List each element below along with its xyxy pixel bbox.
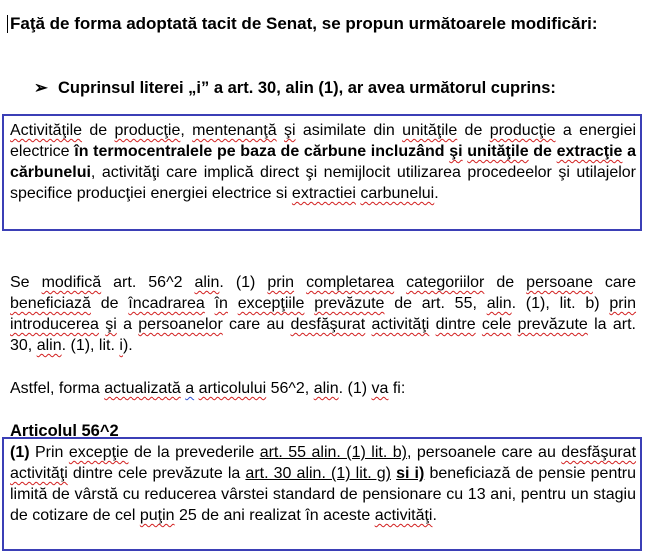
- bullet-text: Cuprinsul literei „i” a art. 30, alin (1), ar avea următorul cuprins:: [58, 79, 556, 97]
- amendment-heading: [10, 13, 634, 34]
- arrow-bullet-icon: ➢: [34, 79, 48, 97]
- proposed-text-paragraph: Activităţile de producţie, mentenanţă şi asimilate din unităţile de producţie a energiei electrice în termocentralele pe baza de cărbune incluzând şi unităţile de extracţie a cărbunelui, activităţi care implică direct şi nemijlocit utilizarea procedeelor şi utilajelor specifice producţiei energiei electrice si extractiei carbunelui.: [10, 122, 637, 202]
- heading-text: Faţă de forma adoptată tacit de Senat, se propun următoarele modificări:: [10, 14, 598, 33]
- modification-paragraph: Se modifică art. 56^2 alin. (1) prin completarea categoriilor de persoane care beneficiază de încadrarea în excepţiile prevăzute de art. 55, alin. (1), lit. b) prin introducerea şi a persoanelor care au desfăşurat activităţi dintre cele prevăzute la art. 30, alin. (1), lit. i).: [10, 274, 637, 354]
- text-cursor: [7, 15, 8, 33]
- bullet-item: [34, 78, 556, 99]
- article-paragraph: (1) Prin excepţie de la prevederile art. 55 alin. (1) lit. b), persoanele care au desfăşurat activităţi dintre cele prevăzute la art. 30 alin. (1) lit. g) si i) beneficiază de pensie pentru limită de vârstă cu reducerea vârstei standard de pensionare cu 13 ani, pentru un stagiu de cotizare de cel puţin 25 de ani realizat în aceste activităţi.: [10, 444, 637, 524]
- updated-form-intro: Astfel, forma actualizată a articolului 56^2, alin. (1) va fi:: [10, 380, 406, 397]
- article-title: Articolul 56^2: [10, 422, 119, 440]
